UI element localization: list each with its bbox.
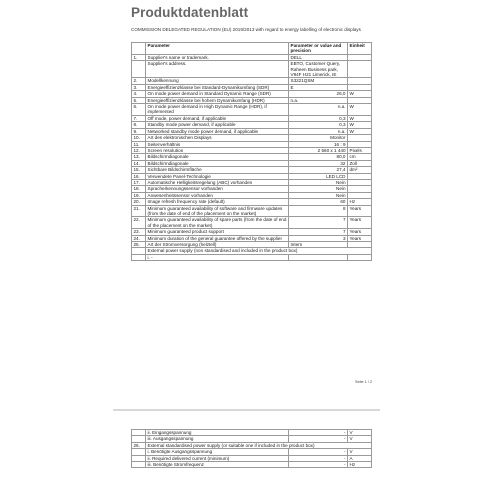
value-cell: 3 — [289, 235, 348, 241]
value-cell: n.a. — [289, 128, 348, 134]
unit-cell: A — [348, 455, 372, 461]
parameter-cell: Minimum guaranteed availability of spare parts (from the date of end of the placement on the market) — [146, 217, 289, 229]
row-number-cell: 6. — [132, 104, 146, 116]
regulation-subtitle: COMMISSION DELEGATED REGULATION (EU) 2019/2013 with regard to energy labelling of electronic displays — [131, 27, 361, 32]
table-row — [132, 217, 372, 229]
row-number-cell — [132, 61, 146, 78]
row-number-cell: 26. — [132, 442, 146, 448]
value-cell: - — [289, 430, 348, 436]
unit-cell — [348, 254, 372, 260]
header-value-cell: Parameter or value and precision — [289, 43, 348, 55]
value-cell: Nein — [289, 192, 348, 198]
value-cell: S3221QSM — [289, 78, 348, 84]
value-cell: - — [289, 436, 348, 442]
parameter-cell — [146, 462, 289, 468]
value-cell: 2 560 x 1 440 — [289, 147, 348, 153]
unit-cell: V — [348, 449, 372, 455]
unit-cell: dm² — [348, 167, 372, 173]
row-number-cell: 5. — [132, 97, 146, 103]
value-cell: - — [289, 449, 348, 455]
value-cell: LED LCD — [289, 173, 348, 179]
value-cell: 26,0 — [289, 91, 348, 97]
parameter-cell: Art des elektronischen Displays — [146, 135, 289, 141]
value-cell: 7 — [289, 217, 348, 229]
page-title: Produktdatenblatt — [131, 5, 249, 20]
parameter-cell: Energieeffizienzklasse bei Standard-Dynamikumfang (SDR) — [146, 84, 289, 90]
unit-cell: Years — [348, 235, 372, 241]
unit-cell: Years — [348, 205, 372, 217]
value-cell: Nein — [289, 186, 348, 192]
parameter-cell: Supplier's name or trademark. — [146, 54, 289, 60]
parameter-cell: Minimum duration of the general guarantee offered by the supplier — [146, 235, 289, 241]
row-number-cell: 4. — [132, 91, 146, 97]
external-power-label-cell: External power supply (non standardised and included in the product box) — [146, 248, 372, 254]
sub-number-label: i. — [147, 449, 150, 455]
unit-cell: W — [348, 115, 372, 121]
unit-cell: V — [348, 430, 372, 436]
parameter-cell: Bildschirmdiagonale — [146, 160, 289, 166]
page-divider — [113, 409, 380, 411]
value-cell: 32 — [289, 160, 348, 166]
parameter-label: Required delivered current (minimum) — [152, 455, 230, 461]
table-header-row — [132, 43, 372, 55]
parameter-cell: Energieeffizienzklasse bei hohem Dynamikumfang (HDR) — [146, 97, 289, 103]
parameter-cell: On mode power demand in Standard Dynamic Range (SDR) — [146, 91, 289, 97]
row-number-cell: 1. — [132, 54, 146, 60]
unit-cell: W — [348, 91, 372, 97]
parameter-label: Benötigte Ausgangsspannung — [151, 449, 213, 455]
row-number-cell: 20. — [132, 199, 146, 205]
value-cell: n.a. — [289, 104, 348, 116]
header-number-cell — [132, 43, 146, 55]
row-number-cell: 11. — [132, 141, 146, 147]
unit-cell: Pixels — [348, 147, 372, 153]
table-row — [132, 462, 372, 468]
parameter-cell: Off mode, power demand, if applicable — [146, 115, 289, 121]
row-number-cell: 25. — [132, 242, 146, 248]
unit-cell: Hz — [348, 462, 372, 468]
product-data-table — [131, 42, 372, 261]
row-number-cell: 7. — [132, 115, 146, 121]
parameter-cell — [146, 254, 289, 260]
unit-cell: V — [348, 436, 372, 442]
parameter-cell: Anwesenheitssensor vorhanden — [146, 192, 289, 198]
value-cell: DELL — [289, 54, 348, 60]
row-number-cell: 10. — [132, 135, 146, 141]
row-number-cell: 15. — [132, 167, 146, 173]
parameter-cell: On mode power demand in High Dynamic Range (HDR), if implemented — [146, 104, 289, 116]
sub-number-label: ii. — [147, 455, 151, 461]
sub-number-label: ii. — [147, 430, 151, 435]
value-cell: 0,3 — [289, 115, 348, 121]
value-cell: EBTO, Customer Query, Raheen Business park, V94F H21 Limerick, IE — [289, 61, 348, 78]
row-number-cell: 24. — [132, 235, 146, 241]
value-cell: 7 — [289, 229, 348, 235]
row-number-cell: 16. — [132, 173, 146, 179]
parameter-cell: Art der Stromversorgung (helztell) — [146, 242, 289, 248]
power-supply-table — [131, 429, 372, 468]
parameter-cell: Bildschirmdiagonale — [146, 154, 289, 160]
parameter-cell: Verwendete Panel-Technologie — [146, 173, 289, 179]
parameter-cell: Standby mode power demand, if applicable — [146, 122, 289, 128]
unit-cell: Hz — [348, 199, 372, 205]
row-number-cell: 17. — [132, 179, 146, 185]
parameter-cell: Spracherkennungssensor vorhanden — [146, 186, 289, 192]
unit-cell: Zoll — [348, 160, 372, 166]
unit-cell: Years — [348, 217, 372, 229]
value-cell: - — [289, 455, 348, 461]
row-number-cell: 18. — [132, 186, 146, 192]
value-cell: - — [289, 462, 348, 468]
value-cell: 16 : 9 — [289, 141, 348, 147]
parameter-cell: Image refresh frequency rate (default) — [146, 199, 289, 205]
row-number-cell: 14. — [132, 160, 146, 166]
value-cell: 0,3 — [289, 122, 348, 128]
header-unit-cell: Einheit — [348, 43, 372, 55]
parameter-label: Ausgangsspannung — [152, 436, 194, 442]
row-number-cell: 22. — [132, 217, 146, 229]
row-number-cell — [132, 254, 146, 260]
sub-number-label: i. — [147, 254, 150, 260]
parameter-cell: Minimum guaranteed product support — [146, 229, 289, 235]
parameter-cell: Networked standby mode power demand, if applicable — [146, 128, 289, 134]
row-number-cell: 13. — [132, 154, 146, 160]
parameter-label: Eingangsspannung — [152, 430, 192, 435]
header-parameter-cell: Parameter — [146, 43, 289, 55]
unit-cell: cm — [348, 154, 372, 160]
parameter-cell: Seitenverhältnis — [146, 141, 289, 147]
unit-cell: W — [348, 128, 372, 134]
unit-cell: W — [348, 104, 372, 116]
page-footer: Seite 1 / 2 — [355, 380, 373, 384]
parameter-label: Benötigte Stromfrequenz — [153, 462, 204, 468]
table-row — [132, 205, 372, 217]
sub-number-label: iii. — [147, 462, 152, 468]
value-cell: n.a. — [289, 97, 348, 103]
row-number-cell: 9. — [132, 128, 146, 134]
row-number-cell — [132, 462, 146, 468]
unit-cell: Years — [348, 229, 372, 235]
parameter-cell: Minimum guaranteed availability of software and firmware updates (from the date of end of the placement on the market) — [146, 205, 289, 217]
parameter-cell: Sichtbare Bildschirmfläche — [146, 167, 289, 173]
table-row — [132, 179, 372, 185]
sub-number-label: iii. — [147, 436, 152, 442]
value-cell: Monitor — [289, 135, 348, 141]
row-number-cell: 8. — [132, 122, 146, 128]
row-number-cell: 23. — [132, 229, 146, 235]
row-number-cell: 12. — [132, 147, 146, 153]
row-number-cell: 2. — [132, 78, 146, 84]
value-cell: Intern — [289, 242, 348, 248]
value-cell — [289, 254, 348, 260]
value-cell: Nein — [289, 179, 348, 185]
value-cell: 60 — [289, 199, 348, 205]
value-cell: 27,4 — [289, 167, 348, 173]
row-number-cell: 19. — [132, 192, 146, 198]
unit-cell — [348, 61, 372, 78]
row-number-cell: 21. — [132, 205, 146, 217]
table-row — [132, 104, 372, 116]
table-row — [132, 61, 372, 78]
value-cell: 8 — [289, 205, 348, 217]
parameter-value-label: - — [151, 254, 153, 260]
value-cell: 80,0 — [289, 154, 348, 160]
table-row — [132, 254, 372, 260]
unit-cell: W — [348, 122, 372, 128]
parameter-cell: Screen resolution — [146, 147, 289, 153]
parameter-cell: Automatische Helligkeitsregelung (ABC) vorhanden — [146, 179, 289, 185]
value-cell: E — [289, 84, 348, 90]
parameter-cell: Modellkennung — [146, 78, 289, 84]
parameter-cell: Supplier's address. — [146, 61, 289, 78]
row-number-cell: 3. — [132, 84, 146, 90]
external-standard-label-cell: External standardised power supply (or suitable one if included in the product box) — [146, 442, 372, 448]
